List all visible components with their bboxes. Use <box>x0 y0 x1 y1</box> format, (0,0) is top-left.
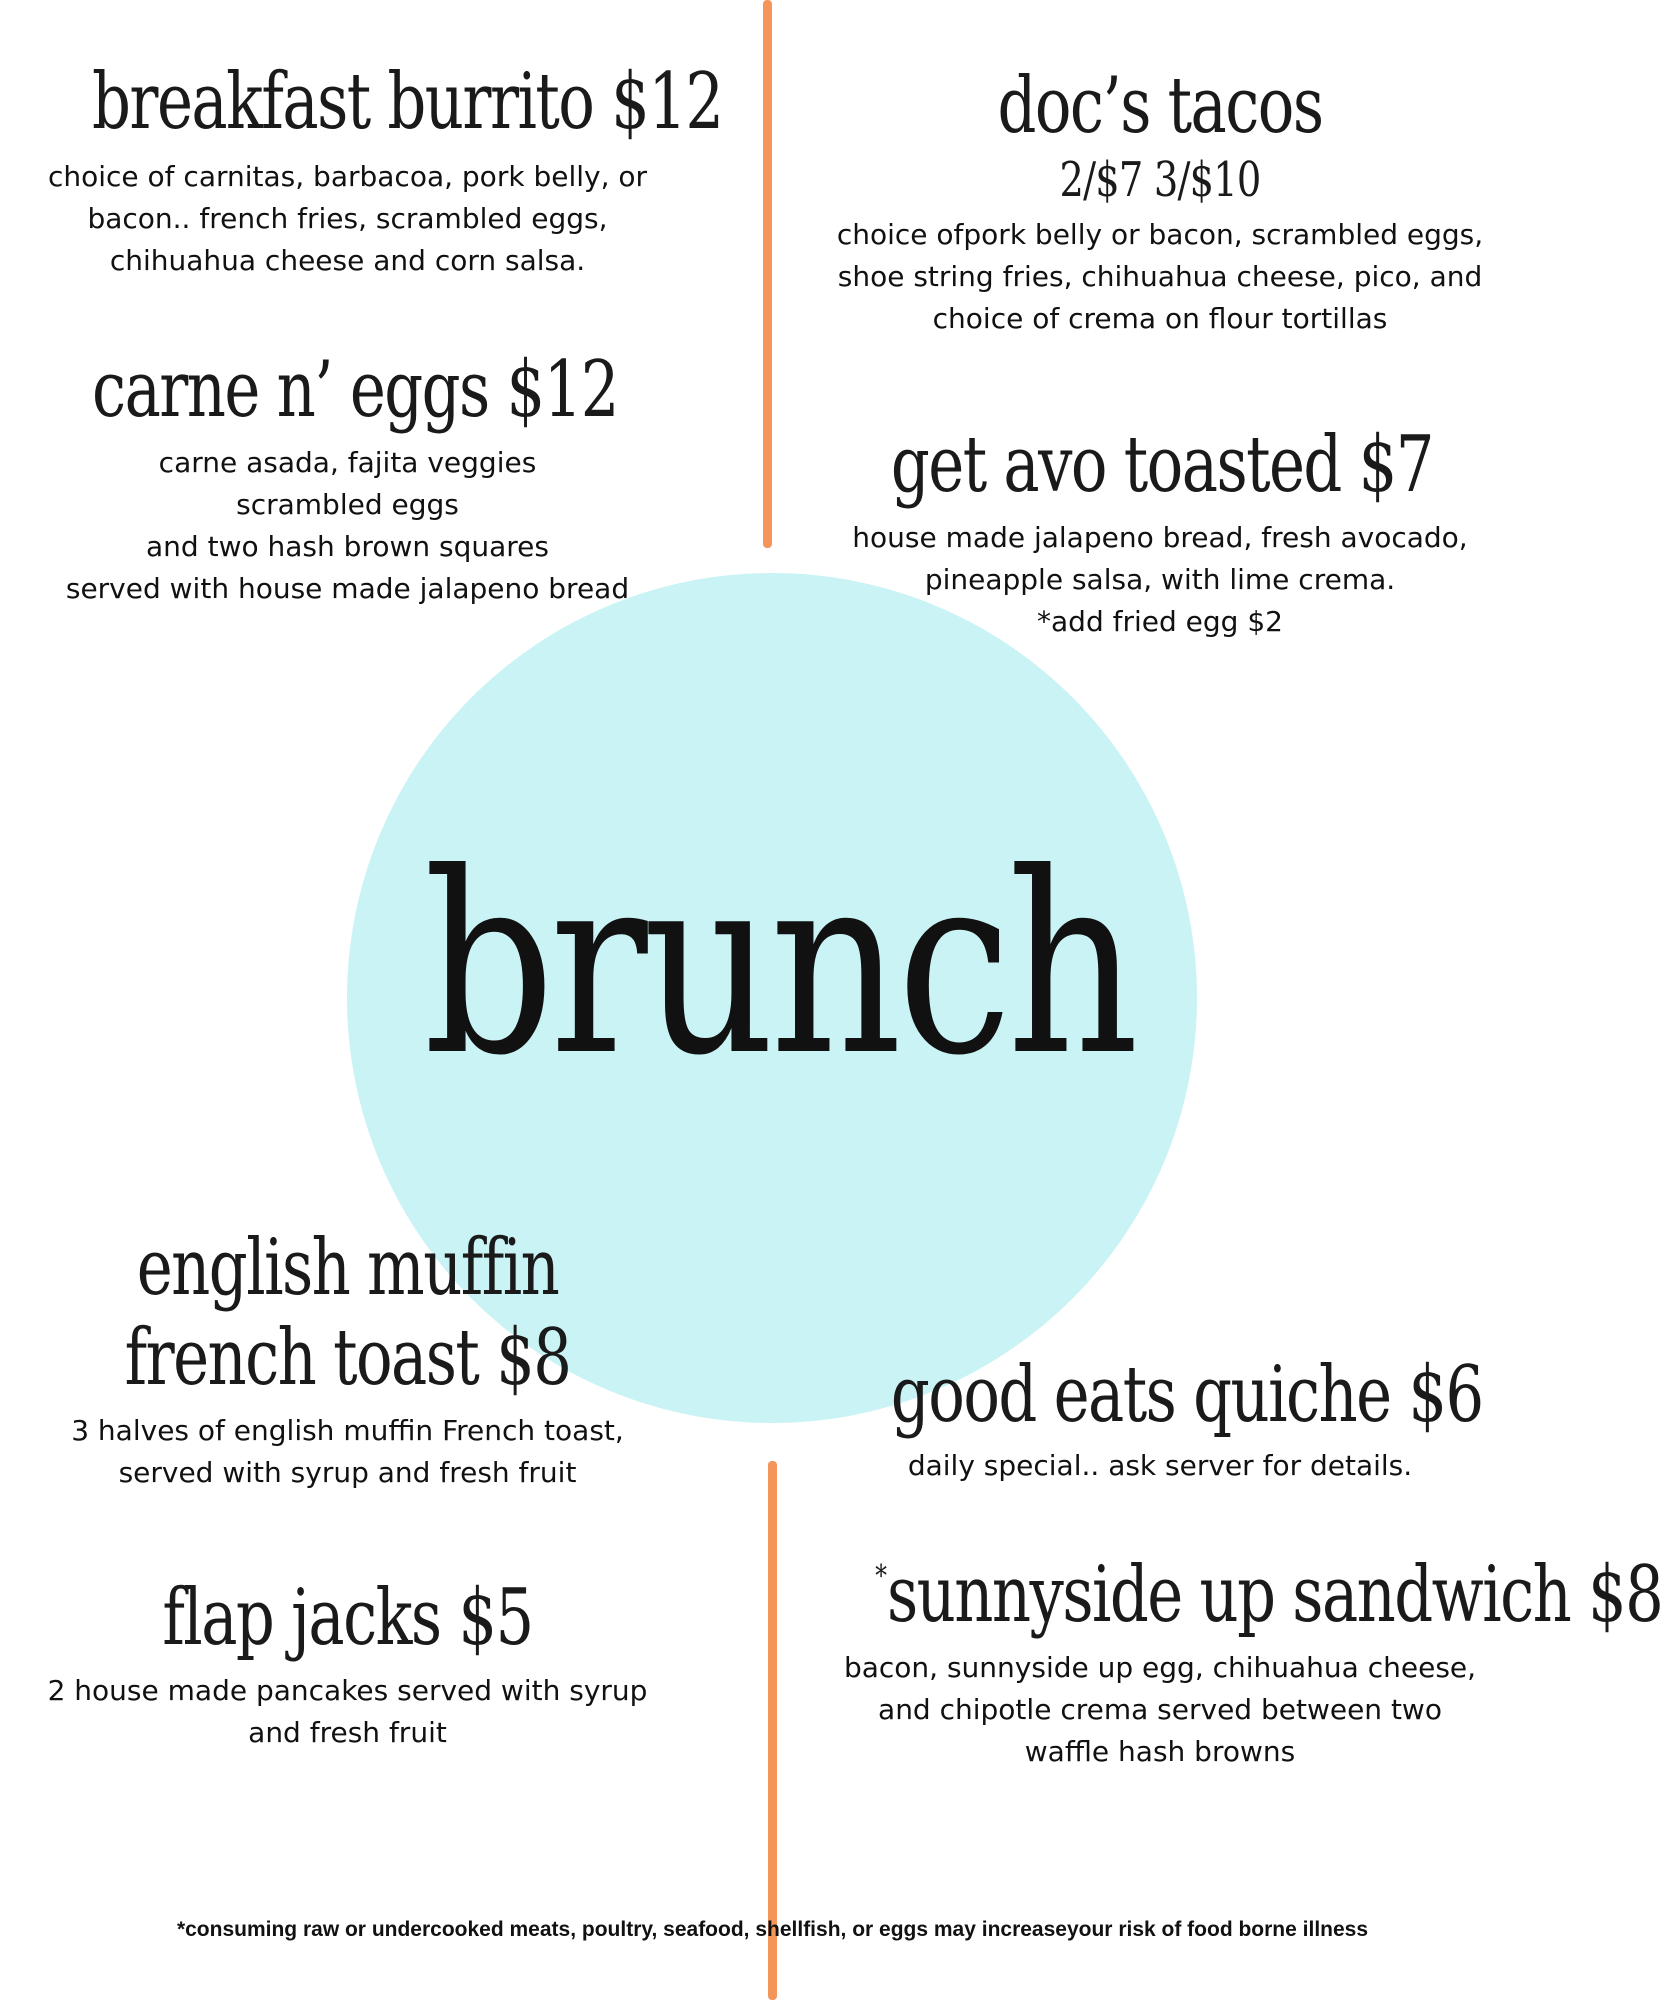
item-price: 2/$7 3/$10 <box>1059 151 1261 208</box>
top-divider-line <box>763 0 772 548</box>
item-desc-line: chihuahua cheese and corn salsa. <box>109 243 586 277</box>
item-desc-line: pineapple salsa, with lime crema. <box>924 562 1396 596</box>
item-desc-line: choice of crema on flour tortillas <box>932 301 1388 335</box>
item-name: get avo toasted $7 <box>890 420 1433 510</box>
menu-item-flap-jacks <box>20 1573 675 1754</box>
item-name: doc’s tacos <box>997 61 1323 151</box>
menu-title: brunch <box>423 819 1135 1110</box>
raw-egg-marker: * <box>875 1559 886 1594</box>
item-name: carne n’ eggs $12 <box>92 345 618 435</box>
item-desc-line: bacon, sunnyside up egg, chihuahua cheese, <box>843 1650 1477 1684</box>
item-name: sunnyside up sandwich $8 <box>887 1550 1662 1640</box>
item-desc-line: house made jalapeno bread, fresh avocado, <box>852 520 1468 554</box>
menu-item-get-avo-toasted <box>815 420 1505 643</box>
item-desc-line: daily special.. ask server for details. <box>907 1448 1413 1482</box>
item-name-wrapper <box>875 1550 1662 1640</box>
item-name: flap jacks $5 <box>162 1573 533 1663</box>
menu-item-docs-tacos <box>815 61 1505 340</box>
item-desc-line: 3 halves of english muffin French toast, <box>71 1413 624 1447</box>
menu-item-english-muffin-french-toast <box>20 1223 675 1494</box>
item-desc-line: bacon.. french fries, scrambled eggs, <box>87 201 608 235</box>
item-desc-line: carne asada, fajita veggies <box>158 445 537 479</box>
food-safety-footnote: *consuming raw or undercooked meats, poultry, seafood, shellfish, or eggs may increaseyour risk of food borne illness <box>176 1918 1369 1941</box>
item-desc-line: served with syrup and fresh fruit <box>118 1455 577 1489</box>
menu-item-breakfast-burrito <box>20 57 723 282</box>
item-desc-line: and fresh fruit <box>248 1715 447 1749</box>
item-desc-line: choice ofpork belly or bacon, scrambled eggs, <box>836 217 1484 251</box>
item-desc-line: choice of carnitas, barbacoa, pork belly, or <box>47 159 648 193</box>
item-desc-line: and chipotle crema served between two <box>878 1692 1442 1726</box>
item-desc-line: *add fried egg $2 <box>1037 604 1283 638</box>
item-name: good eats quiche $6 <box>890 1350 1483 1440</box>
menu-item-carne-n-eggs <box>20 345 675 610</box>
item-name: breakfast burrito $12 <box>92 57 723 147</box>
item-desc-line: waffle hash browns <box>1024 1734 1296 1768</box>
menu-item-sunnyside-up-sandwich <box>795 1550 1662 1773</box>
item-desc-line: and two hash brown squares <box>146 529 549 563</box>
menu-item-good-eats-quiche <box>815 1350 1505 1487</box>
item-desc-line: served with house made jalapeno bread <box>65 571 630 605</box>
item-desc-line: 2 house made pancakes served with syrup <box>47 1673 648 1707</box>
item-desc-line: shoe string fries, chihuahua cheese, pico, and <box>837 259 1483 293</box>
item-name-line2: french toast $8 <box>124 1312 571 1403</box>
item-desc-line: scrambled eggs <box>236 487 459 521</box>
item-name-line1: english muffin <box>136 1223 559 1313</box>
